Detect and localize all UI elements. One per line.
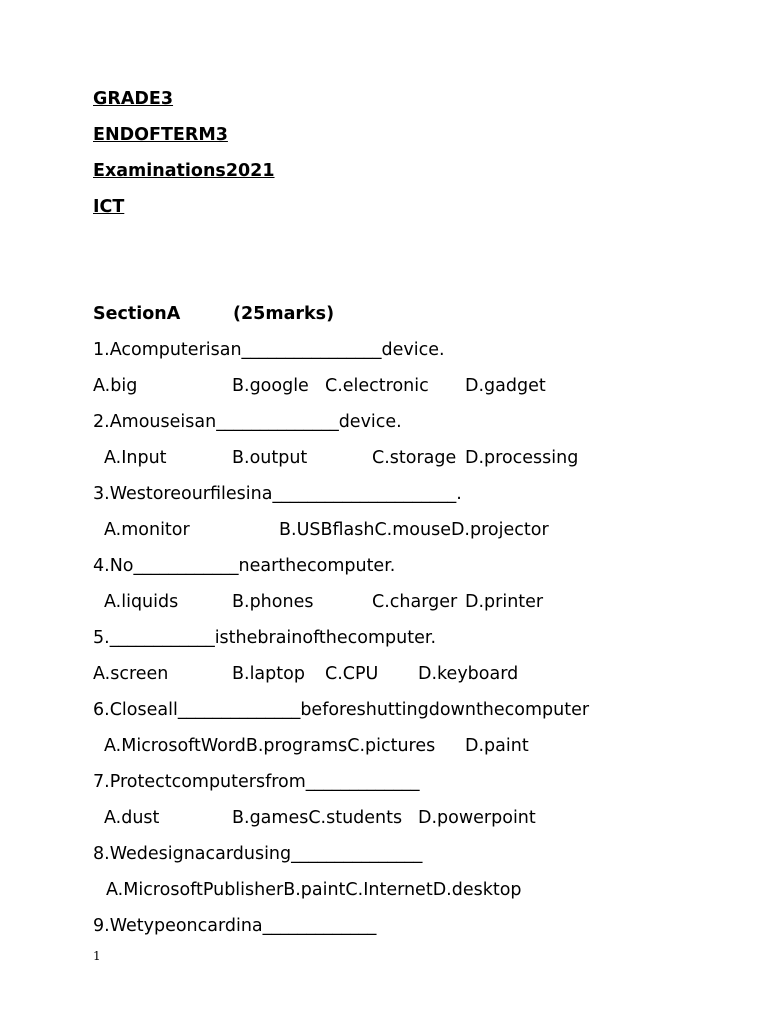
q5-option-c: C.CPU <box>325 664 379 684</box>
question-2: 2.Amouseisan______________device. <box>93 412 402 432</box>
q4-option-b: B.phones <box>232 592 314 612</box>
question-8: 8.Wedesignacardusing_______________ <box>93 844 423 864</box>
q5-option-a: A.screen <box>93 664 169 684</box>
question-7: 7.Protectcomputersfrom_____________ <box>93 772 420 792</box>
q7-option-a: A.dust <box>104 808 160 828</box>
q6-option-d: D.paint <box>465 736 529 756</box>
exam-heading: Examinations2021 <box>93 161 275 181</box>
q8-options: A.MicrosoftPublisherB.paintC.InternetD.desktop <box>106 880 522 900</box>
q1-option-c: C.electronic <box>325 376 429 396</box>
q5-option-b: B.laptop <box>232 664 305 684</box>
q1-option-a: A.big <box>93 376 138 396</box>
q3-option-bcd: B.USBflashC.mouseD.projector <box>279 520 549 540</box>
question-4: 4.No____________nearthecomputer. <box>93 556 396 576</box>
question-1: 1.Acomputerisan________________device. <box>93 340 445 360</box>
q2-option-d: D.processing <box>465 448 579 468</box>
q1-option-d: D.gadget <box>465 376 546 396</box>
grade-heading: GRADE3 <box>93 89 174 109</box>
q7-option-bc: B.gamesC.students <box>232 808 403 828</box>
subject-heading: ICT <box>93 197 125 217</box>
q2-option-c: C.storage <box>372 448 457 468</box>
question-5: 5.____________isthebrainofthecomputer. <box>93 628 437 648</box>
section-title: SectionA <box>93 304 181 324</box>
q4-option-d: D.printer <box>465 592 544 612</box>
q1-option-b: B.google <box>232 376 309 396</box>
q4-option-a: A.liquids <box>104 592 179 612</box>
question-6: 6.Closeall______________beforeshuttingdownthecomputer <box>93 700 590 720</box>
term-heading: ENDOFTERM3 <box>93 125 228 145</box>
q2-option-b: B.output <box>232 448 308 468</box>
q7-option-d: D.powerpoint <box>418 808 536 828</box>
page-number: 1 <box>93 949 101 963</box>
q6-option-abc: A.MicrosoftWordB.programsC.pictures <box>104 736 436 756</box>
question-3: 3.Westoreourfilesina_____________________. <box>93 484 462 504</box>
q4-option-c: C.charger <box>372 592 458 612</box>
q3-option-a: A.monitor <box>104 520 190 540</box>
section-marks: (25marks) <box>233 304 335 324</box>
q5-option-d: D.keyboard <box>418 664 519 684</box>
q2-option-a: A.Input <box>104 448 167 468</box>
question-9: 9.Wetypeoncardina_____________ <box>93 916 377 936</box>
